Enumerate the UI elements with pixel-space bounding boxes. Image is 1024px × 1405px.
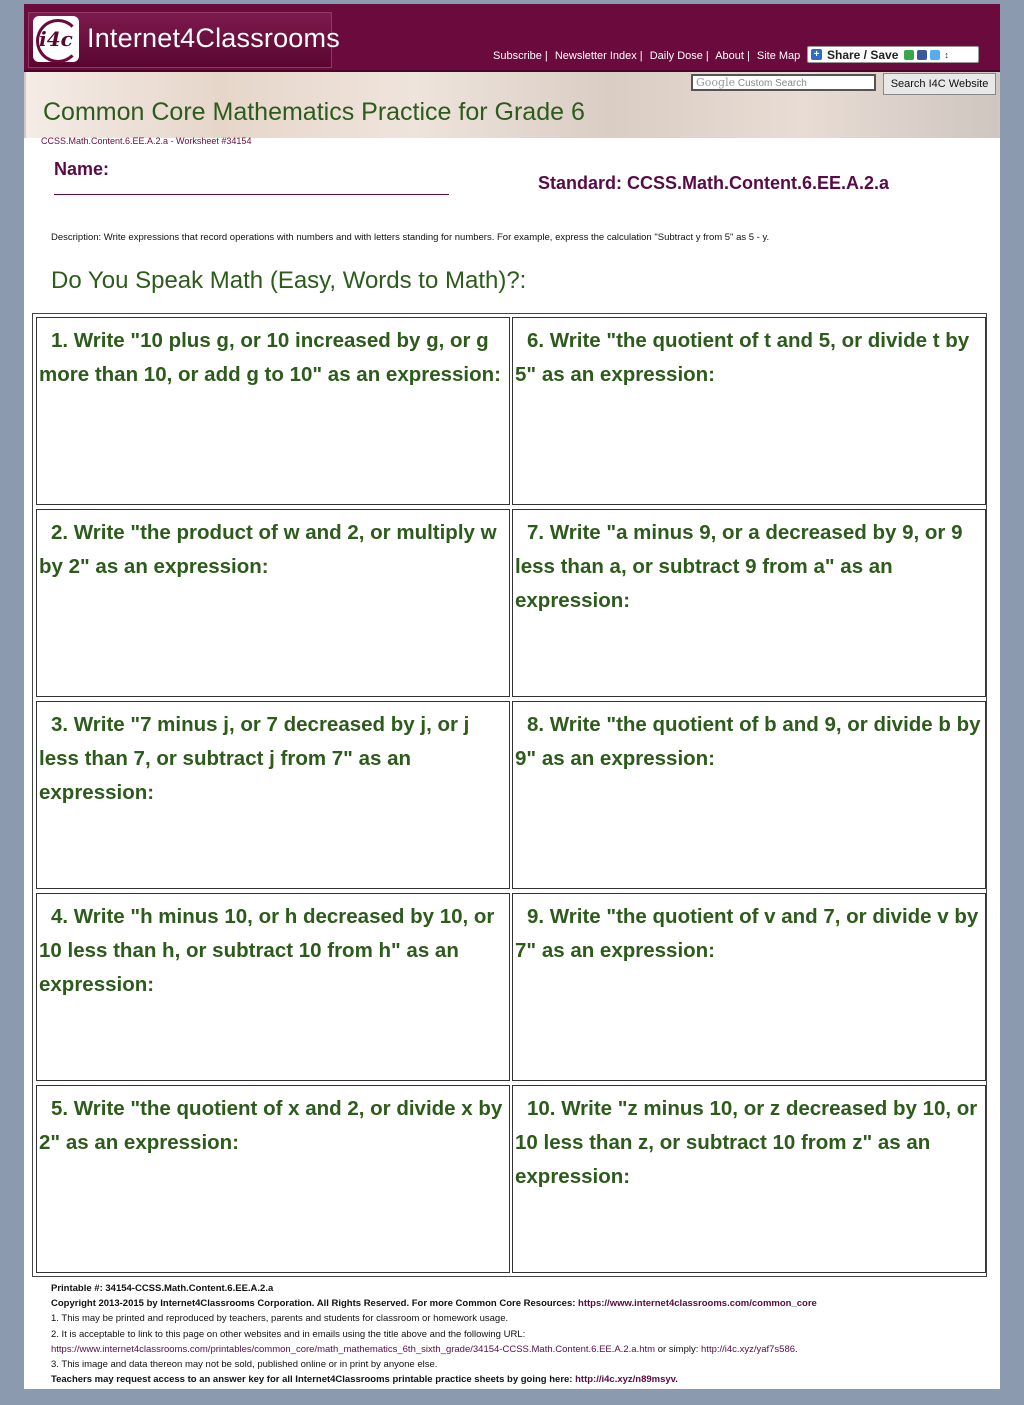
description: Description: Write expressions that record operations with numbers and with letters standing for numbers. For example, express the calculation "Subtract y from 5" as 5 - y.	[51, 232, 770, 243]
nav-about[interactable]: About	[715, 50, 744, 62]
share-save-button[interactable]	[807, 46, 979, 63]
share-plus-icon: +	[811, 49, 822, 60]
question-cell	[512, 701, 986, 889]
section-title: Do You Speak Math (Easy, Words to Math)?:	[51, 267, 527, 294]
question-text: 10. Write "z minus 10, or z decreased by 10, or 10 less than z, or subtract 10 from z" as an expression:	[515, 1097, 978, 1188]
site-header	[24, 4, 1000, 72]
nav-subscribe[interactable]: Subscribe	[493, 50, 542, 62]
url-end-text: .	[795, 1343, 798, 1355]
page-banner	[24, 72, 1000, 138]
name-label: Name:	[54, 159, 110, 179]
nav-newsletter-index[interactable]: Newsletter Index	[554, 50, 637, 62]
footer-note: 1. This may be printed and reproduced by teachers, parents and students for classroom or homework usage.	[51, 1313, 509, 1325]
nav-separator: |	[639, 50, 643, 62]
question-text: 2. Write "the product of w and 2, or multiply w by 2" as an expression:	[39, 521, 497, 578]
search-placeholder: Custom Search	[737, 78, 807, 89]
standard-label: Standard: CCSS.Math.Content.6.EE.A.2.a	[538, 173, 890, 193]
nav-site-map[interactable]: Site Map	[756, 50, 801, 62]
logo-badge-text: i4c	[39, 27, 73, 51]
top-nav	[493, 50, 800, 62]
url-or-text: or simply:	[655, 1343, 702, 1355]
footer-note: 2. It is acceptable to link to this page on other websites and in emails using the title above and the following URL:	[51, 1328, 526, 1340]
copyright-line	[51, 1296, 991, 1311]
facebook-icon	[917, 50, 927, 60]
question-text: 3. Write "7 minus j, or 7 decreased by j, or j less than 7, or subtract j from 7" as an expression:	[39, 713, 470, 804]
footer-url-line	[51, 1342, 991, 1357]
question-cell	[512, 893, 986, 1081]
footer-note: 3. This image and data thereon may not be sold, published online or in print by anyone else.	[51, 1359, 438, 1371]
printable-number: Printable #: 34154-CCSS.Math.Content.6.EE.A.2.a	[51, 1283, 274, 1294]
question-text: 4. Write "h minus 10, or h decreased by 10, or 10 less than h, or subtract 10 from h" as an expression:	[39, 905, 495, 996]
nav-separator: |	[544, 50, 548, 62]
nav-separator: |	[746, 50, 750, 62]
question-cell	[36, 509, 510, 697]
copyright-text: Copyright 2013-2015 by Internet4Classrooms Corporation. All Rights Reserved. For more Common Core Resources:	[51, 1298, 576, 1310]
worksheet-id: CCSS.Math.Content.6.EE.A.2.a - Worksheet #34154	[41, 136, 252, 146]
logo-text: Internet4Classrooms	[87, 23, 340, 53]
question-text: 8. Write "the quotient of b and 9, or divide b by 9" as an expression:	[515, 713, 981, 770]
logo-badge-icon	[33, 16, 79, 62]
page-footer	[51, 1281, 991, 1387]
name-line	[54, 194, 449, 195]
search-input[interactable]	[691, 74, 876, 91]
share-label: Share / Save	[827, 47, 899, 62]
nav-separator: |	[705, 50, 709, 62]
answer-end-text: .	[675, 1374, 678, 1386]
question-grid	[32, 313, 987, 1277]
answer-key-text: Teachers may request access to an answer key for all Internet4Classrooms printable practice sheets by going here:	[51, 1374, 573, 1386]
short-url-link[interactable]: http://i4c.xyz/yaf7s586	[701, 1343, 796, 1355]
site-logo[interactable]	[28, 12, 340, 68]
question-text: 5. Write "the quotient of x and 2, or divide x by 2" as an expression:	[39, 1097, 503, 1154]
worksheet-url-link[interactable]: https://www.internet4classrooms.com/printables/common_core/math_mathematics_6th_sixth_grade/34154-CCSS.Math.Content.6.EE.A.2.a.htm	[51, 1343, 656, 1355]
common-core-link[interactable]: https://www.internet4classrooms.com/common_core	[578, 1298, 817, 1310]
question-cell	[36, 1085, 510, 1273]
share-green-icon	[904, 50, 914, 60]
question-cell	[512, 1085, 986, 1273]
answer-key-line	[51, 1372, 991, 1387]
question-cell	[36, 893, 510, 1081]
question-cell	[512, 317, 986, 505]
page-title: Common Core Mathematics Practice for Grade 6	[43, 98, 585, 126]
chevron-updown-icon: ↕	[944, 49, 949, 60]
question-cell	[512, 509, 986, 697]
google-brand: Google	[696, 76, 736, 89]
question-cell	[36, 701, 510, 889]
question-cell	[36, 317, 510, 505]
question-text: 9. Write "the quotient of v and 7, or divide v by 7" as an expression:	[515, 905, 979, 962]
question-text: 7. Write "a minus 9, or a decreased by 9, or 9 less than a, or subtract 9 from a" as an expression:	[515, 521, 963, 612]
question-text: 6. Write "the quotient of t and 5, or divide t by 5" as an expression:	[515, 329, 970, 386]
search-button[interactable]: Search I4C Website	[883, 73, 996, 95]
question-text: 1. Write "10 plus g, or 10 increased by g, or g more than 10, or add g to 10" as an expression:	[39, 329, 501, 386]
nav-daily-dose[interactable]: Daily Dose	[649, 50, 703, 62]
answer-key-link[interactable]: http://i4c.xyz/n89msyv	[575, 1374, 676, 1386]
worksheet-page	[24, 4, 1000, 1389]
twitter-icon	[930, 50, 940, 60]
